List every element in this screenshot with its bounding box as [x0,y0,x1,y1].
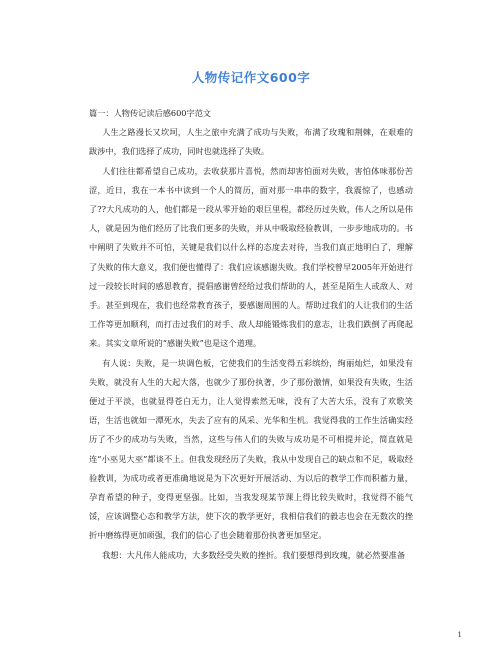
page-number: 1 [457,631,462,639]
paragraph: 有人说：失败，是一块调色板，它使我们的生活变得五彩缤纷，绚丽灿烂，如果没有失败，就没有人生的大起大落，也就少了那份执著，少了那份激情，如果没有失败，生活便过于平淡，也就显得苍白无力，让人觉得索然无味，没有了大苦大乐，没有了欢歌笑语，生活也就如一潭死水，失去了应有的风采、光华和生机。我觉得我的工作生活确实经历了不少的成功与失败，当然，这些与伟人们的失败与成功是不可相提并论，简直就是连“小巫见大巫”都谈不上。但我发现经历了失败，我从中发现自己的缺点和不足，吸取经验教训，为成功或者更准确地说是为下次更好开展活动、为以后的教学工作而积蓄力量，孕育希望的种子，变得更坚强。比如，当我发现某节课上得比较失败时，我觉得不能气馁，应该调整心态和教学方法，使下次的教学更好，我相信我们的毅志也会在无数次的挫折中磨练得更加顽强，我们的信心了也会随着那份执著更加坚定。 [89,357,413,541]
paragraph-heading: 篇一：人物传记读后感600字范文 [89,108,212,118]
document-body [89,104,413,565]
paragraph: 我想：大凡伟人能成功，大多数经受失败的挫折。我们要想得到玫瑰，就必然要准备 [102,549,406,560]
document-title: 人物传记作文600字 [191,70,311,85]
paragraph: 人们往往都希望自己成功，去收获那片喜悦，然而却害怕面对失败，害怕体味那份苦涩，近日，我在一本书中读到一个人的简历，面对那一串串的数字，我震惊了，也感动了??大凡成功的人，他们都是一段从零开始的艰巨里程，都经历过失败，伟人之所以是伟人，就是因为他们经历了比我们更多的失败，并从中吸取经验教训，一步步地成功的。书中阐明了失败并不可怕，关键是我们以什么样的态度去对待，当我们真正地明白了，理解了失败的伟大意义，我们便也懂得了：我们应该感谢失败。我们学校曾早2005年开始进行过一段较长时间的感恩教育，提倡感谢曾经给过我们帮助的人，甚至是陌生人或敌人、对手。甚至到现在，我们也经常教育孩子，要感谢周围的人。帮助过我们的人让我们的生活工作等更加顺利，而打击过我们的对手、敌人却能锻炼我们的意志，让我们跌倒了再爬起来。其实文章所说的“感谢失败”也是这个道理。 [89,165,413,349]
paragraph: 人生之路漫长又坎坷，人生之旅中充满了成功与失败，布满了玫瑰和荆棘，在艰难的跋涉中，我们选择了成功，同时也就选择了失败。 [89,127,413,157]
